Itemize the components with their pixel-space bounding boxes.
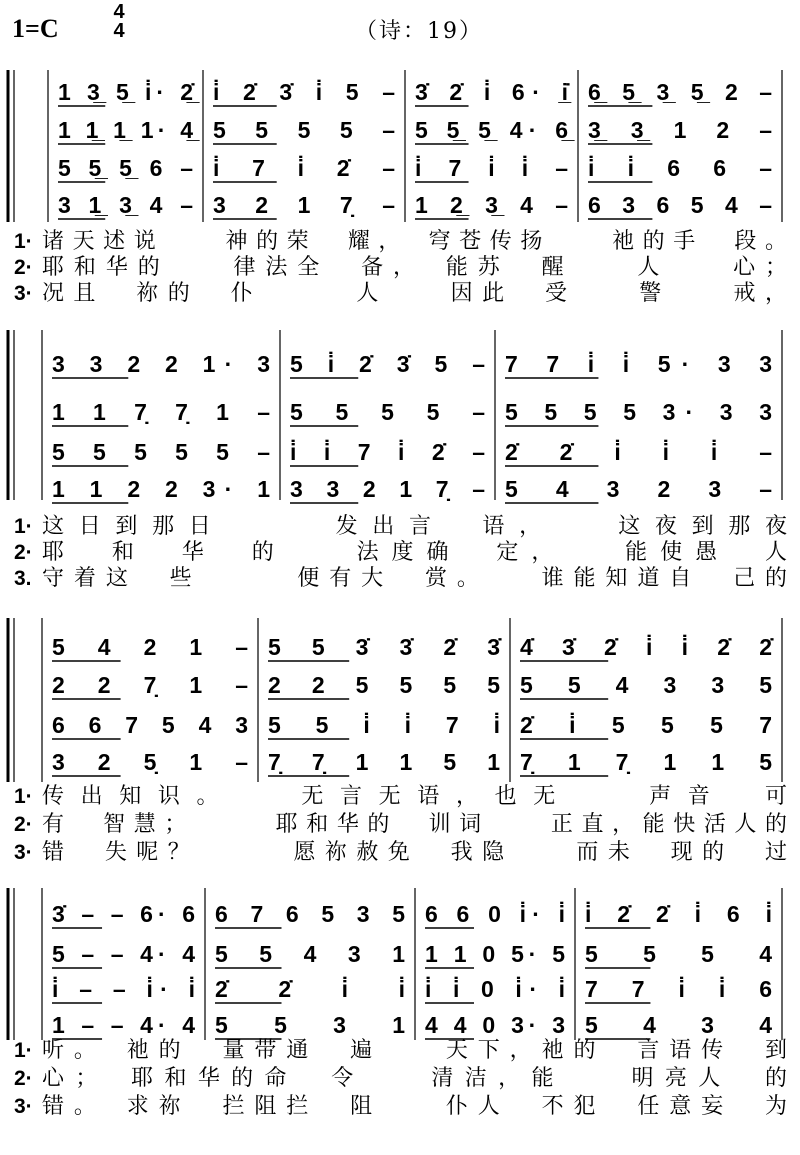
verse-number: 3· bbox=[14, 282, 33, 305]
meter-bottom: 4 bbox=[113, 20, 125, 42]
note-group: 5 5̲ 5̲ 4· 6̲ bbox=[415, 117, 568, 143]
note-group: 1 1 2 2 3· 1 bbox=[52, 476, 270, 502]
verse-number: 2· bbox=[14, 256, 33, 279]
lyric-line: 错。 求祢 拦阻拦 阻 仆人 不犯 任意妄 为 bbox=[42, 1094, 787, 1119]
note-group: 6 7 6 5 3 5 bbox=[215, 901, 405, 927]
verse-number: 1· bbox=[14, 230, 33, 253]
note-group: 5 5 4 3 3 5 bbox=[520, 672, 772, 698]
note-group: 4̇ 3̇ 2̇ i̇ i̇ 2̇ 2̇ bbox=[520, 634, 772, 660]
note-group: i̇ i̇ 0 i̇· i̇ bbox=[425, 976, 565, 1002]
note-group: i̇ 2̇ 3̇ i̇ 5 – bbox=[213, 79, 395, 105]
lyric-line: 耶 和 华 的 法度确 定， 能使愚 人 bbox=[42, 540, 787, 565]
lyric-line: 传出知识。 无言无语，也无 声音 可 bbox=[42, 784, 787, 809]
note-group: 5 5 5 5 – bbox=[213, 117, 395, 143]
lyric-line: 心； 耶和华的命 令 清洁，能 明亮人 的 bbox=[42, 1066, 788, 1091]
note-group: 5 5 5 4 bbox=[585, 941, 772, 967]
note-group: 7̣ 7̣ 1 1 5 1 bbox=[268, 749, 500, 775]
note-group: 3 1̲ 3̲ 4 – bbox=[58, 192, 193, 218]
note-group: 5 5̲ 5̲ 6 – bbox=[58, 155, 193, 181]
note-group: 1 1̲ 1̲ 1· 4̲ bbox=[58, 117, 193, 143]
note-group: i̇ i̇ 6 6 – bbox=[588, 155, 772, 181]
note-group: 2 2 5 5 5 5 bbox=[268, 672, 500, 698]
note-group: 2̇ 2̇ i̇ i̇ bbox=[215, 976, 405, 1002]
note-group: 6 6 0 i̇· i̇ bbox=[425, 901, 565, 927]
note-group: 3̇ 2̇ i̇ 6· i̲̇ bbox=[415, 79, 568, 105]
note-group: 3 3 2 2 1· 3 bbox=[52, 351, 270, 377]
note-group: i̇ 7 i̇ i̇ – bbox=[415, 155, 568, 181]
key-signature: 1=C bbox=[12, 14, 59, 43]
verse-number: 2· bbox=[14, 813, 33, 836]
note-group: i̇ 7 i̇ 2̇ – bbox=[213, 155, 395, 181]
note-group: 7̣ 1 7̣ 1 1 5 bbox=[520, 749, 772, 775]
note-group: 2̇ i̇ 5 5 5 7 bbox=[520, 712, 772, 738]
lyric-line: 错 失呢？ 愿祢赦免 我隐 而未 现的 过 bbox=[42, 840, 787, 865]
note-group: 5 4 3 4 bbox=[585, 1012, 772, 1038]
note-group: 3 2 1 7̣ – bbox=[213, 192, 395, 218]
meter-top: 4 bbox=[113, 1, 125, 23]
verse-number: 3. bbox=[14, 567, 32, 590]
note-group: 5 5 5 5 5 – bbox=[52, 439, 270, 465]
note-group: 1 – – 4· 4 bbox=[52, 1012, 195, 1038]
note-group: 5 5 i̇ i̇ 7 i̇ bbox=[268, 712, 500, 738]
note-group: 3 2 5̣ 1 – bbox=[52, 749, 248, 775]
note-group: 3̇ – – 6· 6 bbox=[52, 901, 195, 927]
note-group: 5 5 3̇ 3̇ 2̇ 3̇ bbox=[268, 634, 500, 660]
note-group: 7 7 i̇ i̇ 5· 3 3 bbox=[505, 351, 772, 377]
lyric-line: 有 智慧； 耶和华的 训词 正直，能快活人的 bbox=[42, 812, 787, 837]
verse-number: 3· bbox=[14, 1095, 33, 1118]
note-group: 5 5 5 5 3· 3 3 bbox=[505, 399, 772, 425]
note-group: 5 4 3 2 3 – bbox=[505, 476, 772, 502]
verse-number: 2· bbox=[14, 541, 33, 564]
note-group: 1 1 0 5· 5 bbox=[425, 941, 565, 967]
note-group: 5 i̇ 2̇ 3̇ 5 – bbox=[290, 351, 485, 377]
note-group: 5 5 4 3 1 bbox=[215, 941, 405, 967]
note-group: 5 – – 4· 4 bbox=[52, 941, 195, 967]
note-group: i̇ – – i̇· i̇ bbox=[52, 976, 195, 1002]
note-group: 2 2 7̣ 1 – bbox=[52, 672, 248, 698]
verse-number: 3· bbox=[14, 841, 33, 864]
note-group: 6̲ 5̲ 3̲ 5̲ 2 – bbox=[588, 79, 772, 105]
note-group: i̇ i̇ 7 i̇ 2̇ – bbox=[290, 439, 485, 465]
lyric-line: 诸天述说 神的荣 耀， 穹苍传扬 祂的手 段。 bbox=[42, 229, 787, 254]
note-group: 6 6 7 5 4 3 bbox=[52, 712, 248, 738]
note-group: 5 4 2 1 – bbox=[52, 634, 248, 660]
lyric-line: 这日到那日 发出言 语， 这夜到那夜 bbox=[42, 514, 787, 539]
note-group: 3̲ 3̲ 1 2 – bbox=[588, 117, 772, 143]
verse-number: 1· bbox=[14, 785, 33, 808]
note-group: i̇ 2̇ 2̇ i̇ 6 i̇ bbox=[585, 901, 772, 927]
scripture-reference: （诗：19） bbox=[355, 19, 483, 44]
note-group: 2̇ 2̇ i̇ i̇ i̇ – bbox=[505, 439, 772, 465]
lyric-line: 守着这 些 便有大 赏。 谁能知道自 己的 bbox=[42, 566, 787, 591]
lyric-line: 况且 祢的 仆 人 因此 受 警 戒， bbox=[42, 281, 787, 306]
verse-number: 1· bbox=[14, 1039, 33, 1062]
lyric-line: 听。 祂的 量带通 遍 天下，祂的 言语传 到 bbox=[42, 1038, 787, 1063]
verse-number: 2· bbox=[14, 1067, 33, 1090]
note-group: 7 7 i̇ i̇ 6 bbox=[585, 976, 772, 1002]
note-group: 4 4 0 3· 3 bbox=[425, 1012, 565, 1038]
note-group: 5 5 3 1 bbox=[215, 1012, 405, 1038]
note-group: 6 3 6 5 4 – bbox=[588, 192, 772, 218]
note-group: 1 1 7̣ 7̣ 1 – bbox=[52, 399, 270, 425]
lyric-line: 耶和华的 律法全 备， 能苏 醒 人 心； bbox=[42, 255, 787, 280]
note-group: 3 3 2 1 7̣ – bbox=[290, 476, 485, 502]
note-group: 1 2̲ 3̲ 4 – bbox=[415, 192, 568, 218]
note-group: 1 3̲ 5̲ i̇· 2̲̇ bbox=[58, 79, 193, 105]
note-group: 5 5 5 5 – bbox=[290, 399, 485, 425]
verse-number: 1· bbox=[14, 515, 33, 538]
